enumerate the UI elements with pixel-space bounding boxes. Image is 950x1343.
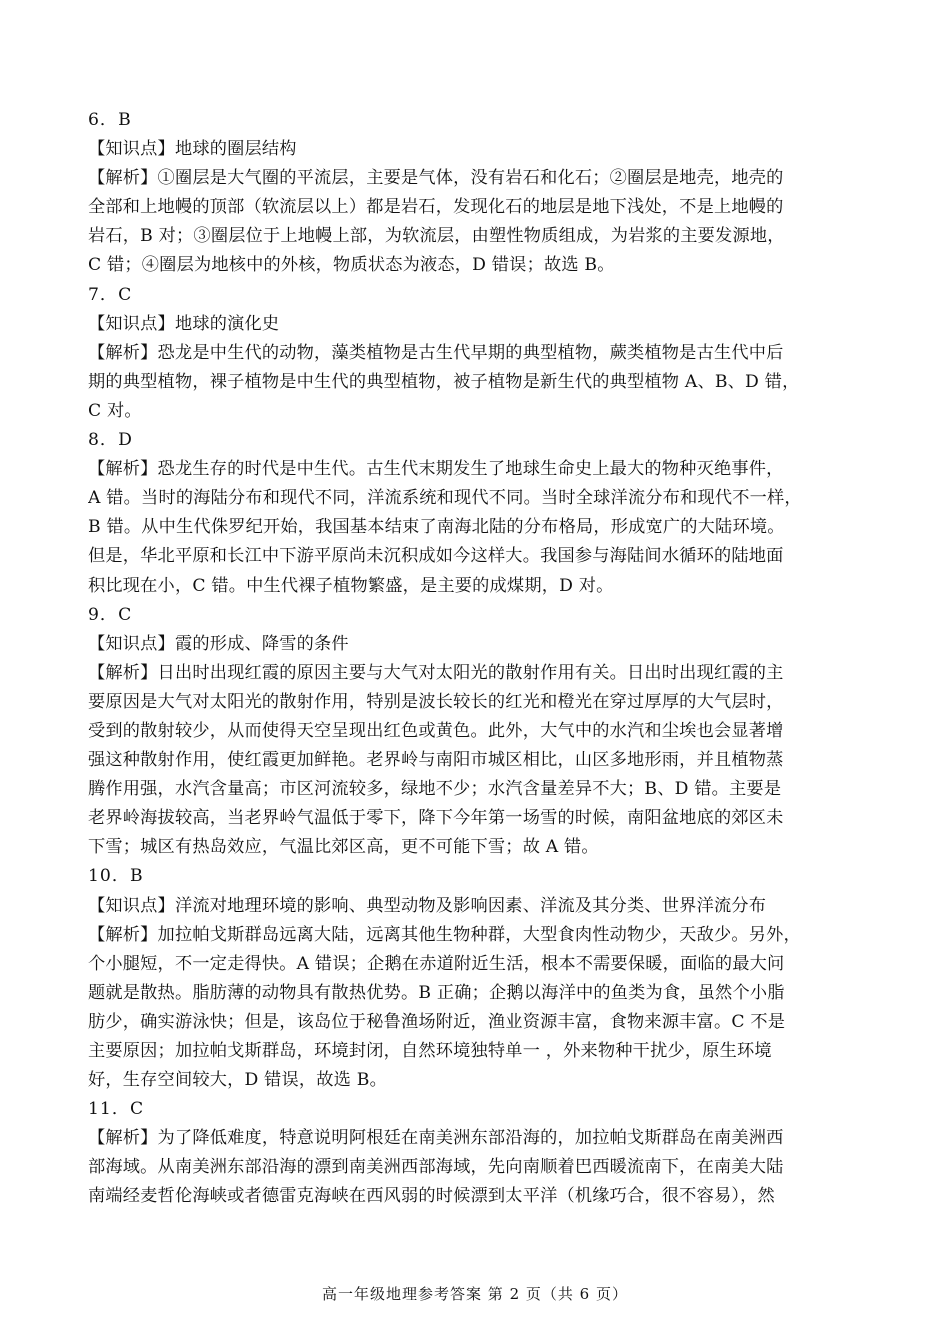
analysis-line: 腾作用强，水汽含量高；市区河流较多，绿地不少；水汽含量差异不大；B、D 错。主要是 [88, 779, 782, 800]
knowledge-point: 【知识点】霞的形成、降雪的条件 [88, 633, 349, 654]
question-number: 6．B [88, 110, 132, 130]
analysis-line: 下雪；城区有热岛效应，气温比郊区高，更不可能下雪；故 A 错。 [88, 837, 599, 858]
page-footer: 高一年级地理参考答案 第 2 页（共 6 页） [322, 1285, 628, 1303]
analysis-line: 【解析】①圈层是大气圈的平流层，主要是气体，没有岩石和化石；②圈层是地壳，地壳的 [88, 168, 784, 189]
analysis-line: 岩石，B 对；③圈层位于上地幔上部，为软流层，由塑性物质组成，为岩浆的主要发源地， [88, 226, 785, 247]
knowledge-point: 【知识点】地球的演化史 [88, 313, 280, 334]
analysis-line: 要原因是大气对太阳光的散射作用，特别是波长较长的红光和橙光在穿过厚厚的大气层时， [88, 691, 784, 712]
knowledge-point: 【知识点】洋流对地理环境的影响、典型动物及影响因素、洋流及其分类、世界洋流分布 [88, 895, 767, 916]
analysis-line: 南端经麦哲伦海峡或者德雷克海峡在西风弱的时候漂到太平洋（机缘巧合，很不容易），然 [88, 1186, 775, 1207]
analysis-line: 【解析】日出时出现红霞的原因主要与大气对太阳光的散射作用有关。日出时出现红霞的主 [88, 662, 784, 683]
analysis-line: C 错；④圈层为地核中的外核，物质状态为液态，D 错误；故选 B。 [88, 255, 615, 276]
question-number: 7．C [88, 284, 133, 305]
analysis-line: 部海域。从南美洲东部沿海的漂到南美洲西部海域，先向南顺着巴西暖流南下，在南美大陆 [88, 1157, 784, 1178]
analysis-line: 肪少，确实游泳快；但是，该岛位于秘鲁渔场附近，渔业资源丰富，食物来源丰富。C 不是 [88, 1011, 786, 1032]
analysis-line: 【解析】加拉帕戈斯群岛远离大陆，远离其他生物种群，大型食肉性动物少，天敌少。另外， [88, 924, 801, 945]
analysis-line: 受到的散射较少，从而使得天空呈现出红色或黄色。此外，大气中的水汽和尘埃也会显著增 [88, 720, 784, 741]
analysis-line: C 对。 [88, 400, 142, 421]
analysis-line: 【解析】为了降低难度，特意说明阿根廷在南美洲东部沿海的，加拉帕戈斯群岛在南美洲西 [88, 1128, 784, 1149]
question-number: 9．C [88, 604, 133, 625]
answer-content [88, 106, 864, 1212]
analysis-line: 期的典型植物，裸子植物是中生代的典型植物，被子植物是新生代的典型植物 A、B、D 错， [88, 371, 800, 392]
analysis-line: 题就是散热。脂肪薄的动物具有散热优势。B 正确；企鹅以海洋中的鱼类为食，虽然个小脂 [88, 982, 785, 1003]
analysis-line: 全部和上地幔的顶部（软流层以上）都是岩石，发现化石的地层是地下浅处，不是上地幔的 [88, 197, 784, 218]
analysis-line: 老界岭海拔较高，当老界岭气温低于零下，降下今年第一场雪的时候，南阳盆地底的郊区未 [88, 808, 784, 829]
analysis-line: B 错。从中生代侏罗纪开始，我国基本结束了南海北陆的分布格局，形成宽广的大陆环境。 [88, 517, 785, 538]
analysis-line: 好，生存空间较大，D 错误，故选 B。 [88, 1070, 387, 1091]
analysis-line: 强这种散射作用，使红霞更加鲜艳。老界岭与南阳市城区相比，山区多地形雨，并且植物蒸 [88, 750, 784, 771]
analysis-line: 但是，华北平原和长江中下游平原尚未沉积成如今这样大。我国参与海陆间水循环的陆地面 [88, 546, 784, 567]
analysis-line: A 错。当时的海陆分布和现代不同，洋流系统和现代不同。当时全球洋流分布和现代不一样， [88, 488, 802, 509]
question-number: 8．D [88, 430, 133, 451]
question-number: 10．B [88, 866, 144, 887]
analysis-line: 积比现在小，C 错。中生代裸子植物繁盛，是主要的成煤期，D 对。 [88, 575, 614, 596]
knowledge-point: 【知识点】地球的圈层结构 [88, 139, 297, 160]
analysis-line: 【解析】恐龙是中生代的动物，藻类植物是古生代早期的典型植物，蕨类植物是古生代中后 [88, 342, 784, 363]
analysis-line: 个小腿短，不一定走得快。A 错误；企鹅在赤道附近生活，根本不需要保暖，面临的最大问 [88, 953, 785, 974]
analysis-line: 【解析】恐龙生存的时代是中生代。古生代末期发生了地球生命史上最大的物种灭绝事件， [88, 459, 784, 480]
question-number: 11．C [88, 1099, 145, 1120]
analysis-line: 主要原因；加拉帕戈斯群岛，环境封闭，自然环境独特单一 ，外来物种干扰少，原生环境 [88, 1041, 772, 1061]
